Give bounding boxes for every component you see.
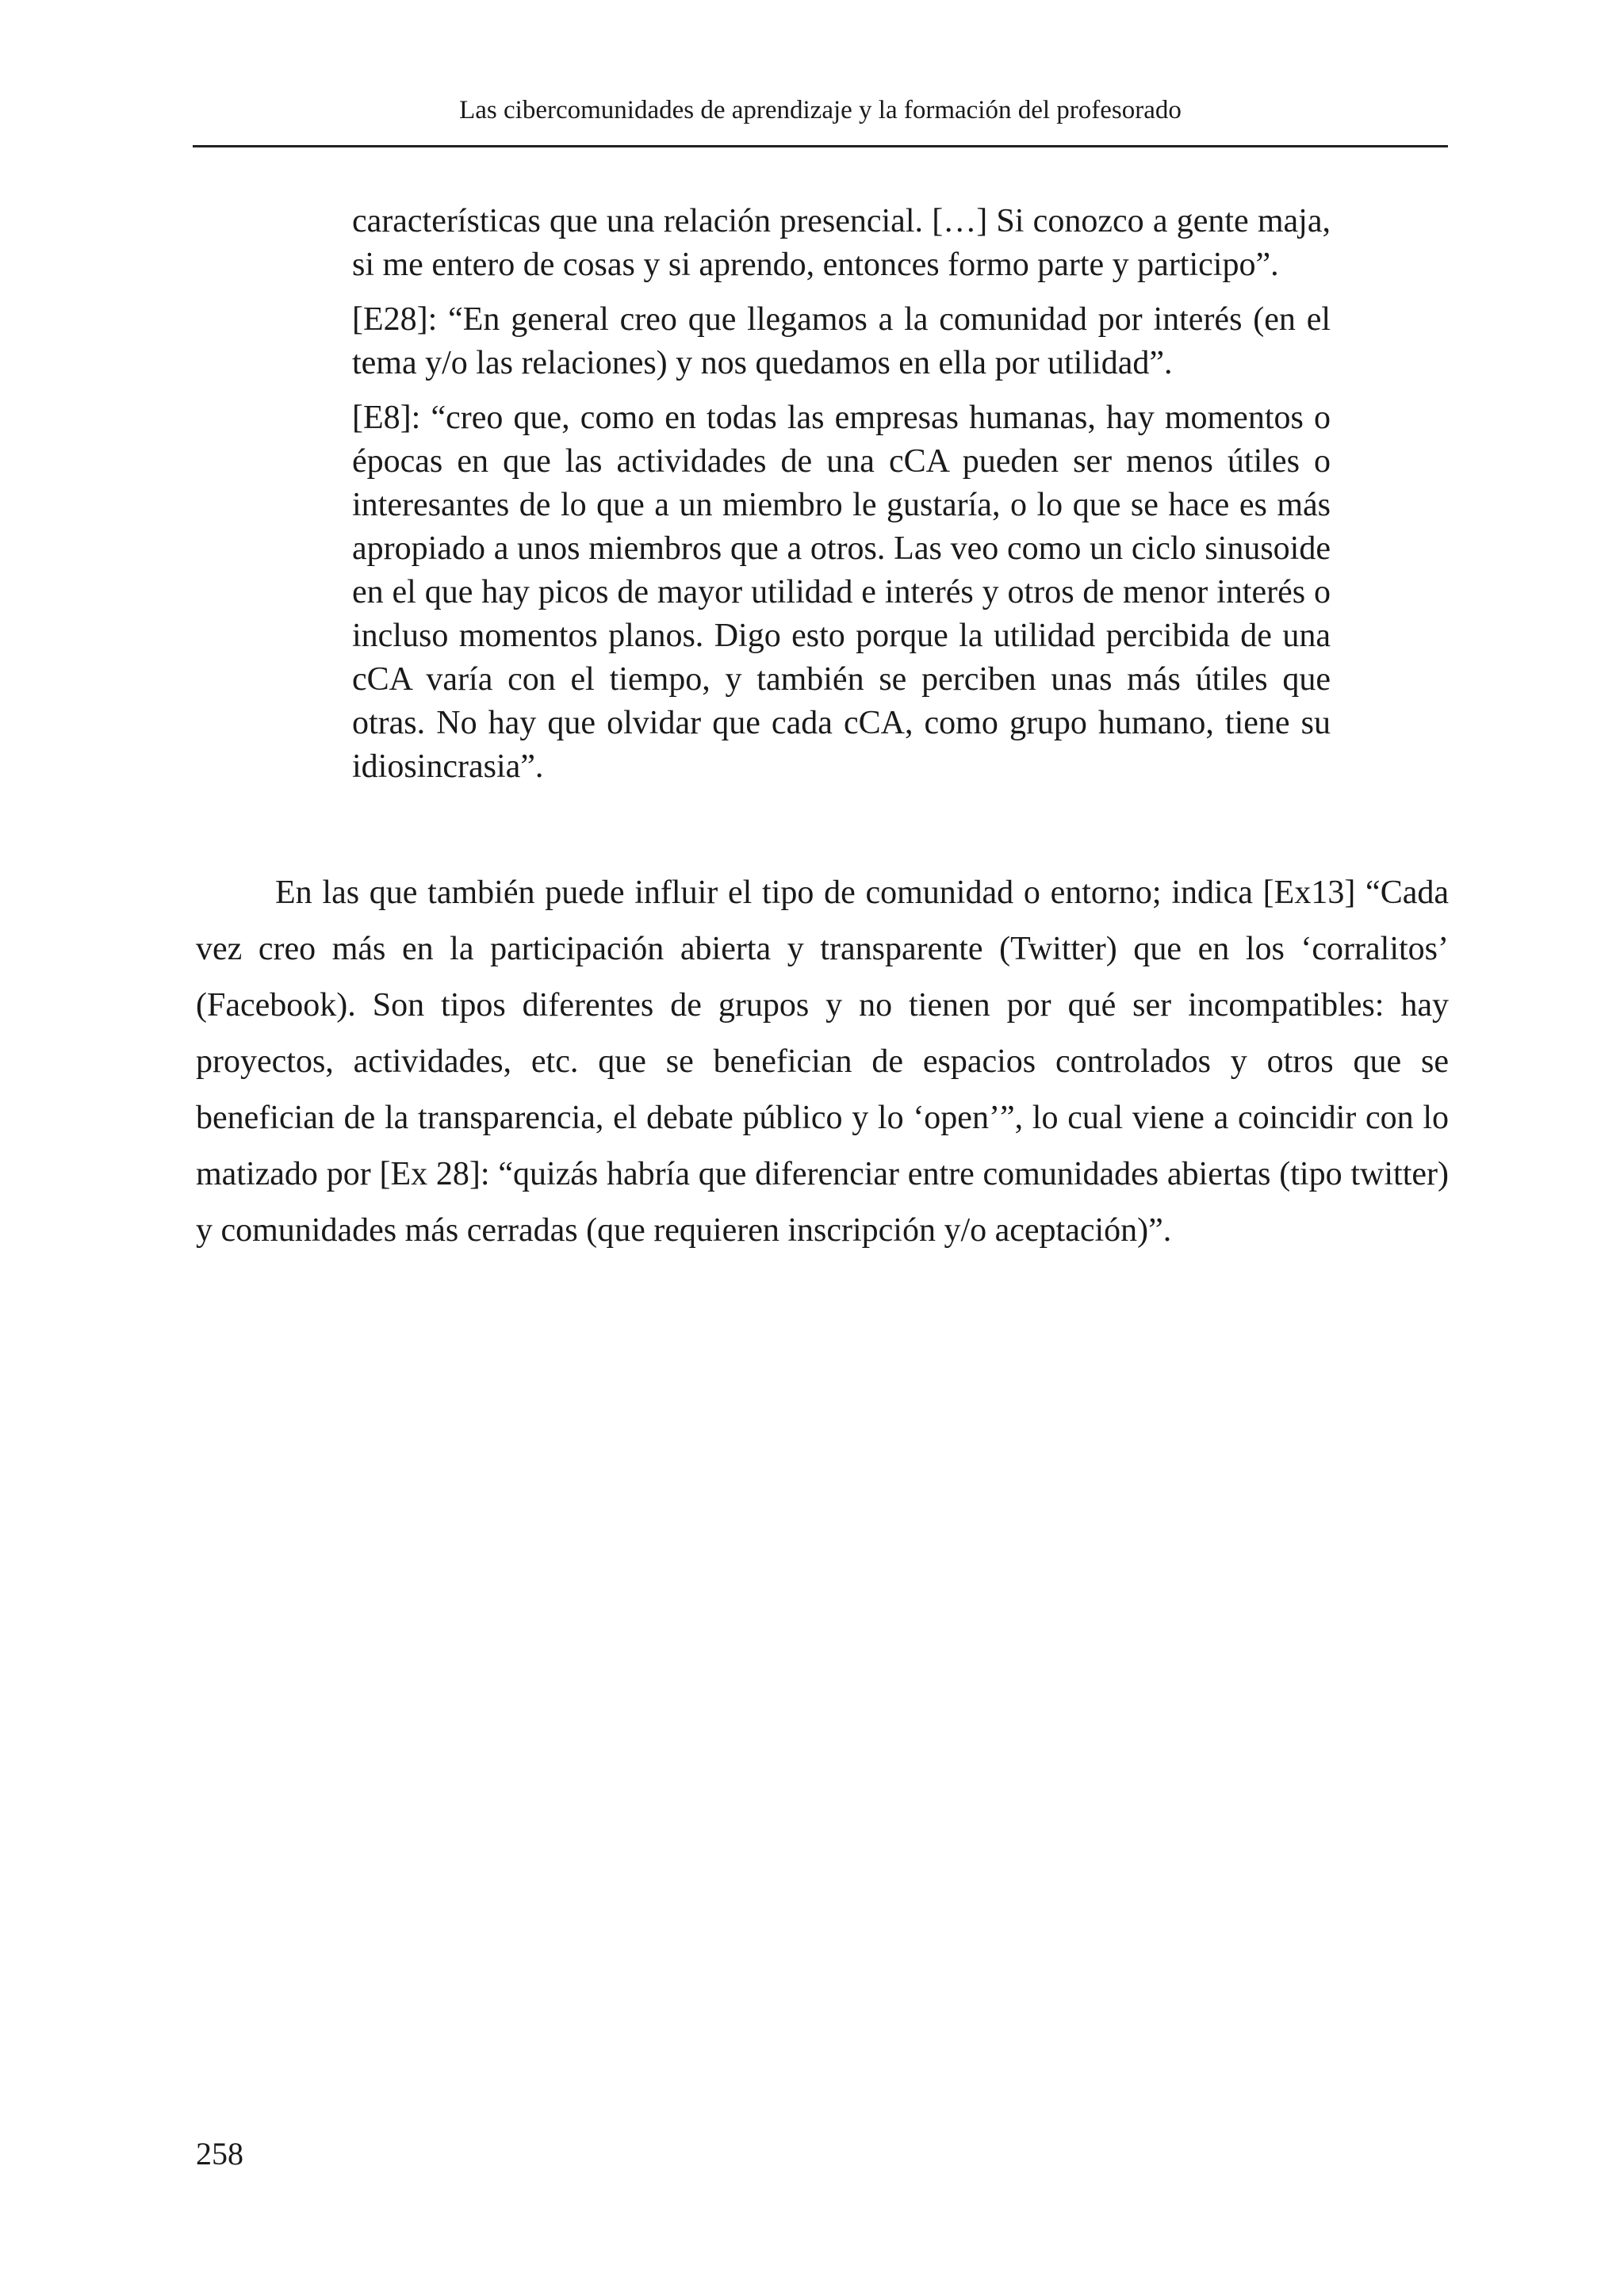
quote-paragraph: [E28]: “En general creo que llegamos a la comunidad por interés (en el tema y/o las relaciones) y nos quedamos en ella por utilidad”.: [352, 301, 1331, 381]
running-header: Las cibercomunidades de aprendizaje y la formación del profesorado: [459, 96, 1182, 124]
quote-paragraph: características que una relación presencial. […] Si conozco a gente maja, si me entero de cosas y si aprendo, entonces formo parte y participo”.: [352, 203, 1331, 283]
block-quotes: [352, 200, 1331, 800]
page-number: 258: [196, 2136, 243, 2172]
body-paragraph: En las que también puede influir el tipo de comunidad o entorno; indica [Ex13] “Cada vez creo más en la participación abierta y transparente (Twitter) que en los ‘corralitos’ (Facebook). Son tipos diferentes de grupos y no tienen por qué ser incompatibles: hay proyectos, actividades, etc. que se benefician de espacios controlados y otros que se benefician de la transparencia, el debate público y lo ‘open’”, lo cual viene a coincidir con lo matizado por [Ex 28]: “quizás habría que diferenciar entre comunidades abiertas (tipo twitter) y comunidades más cerradas (que requieren inscripción y/o aceptación)”.: [196, 874, 1449, 1249]
quote-paragraph: [E8]: “creo que, como en todas las empresas humanas, hay momentos o épocas en que las actividades de una cCA pueden ser menos útiles o interesantes de lo que a un miembro le gustaría, o lo que se hace es más apropiado a unos miembros que a otros. Las veo como un ciclo sinusoide en el que hay picos de mayor utilidad e interés y otros de menor interés o incluso momentos planos. Digo esto porque la utilidad percibida de una cCA varía con el tiempo, y también se perciben unas más útiles que otras. No hay que olvidar que cada cCA, como grupo humano, tiene su idiosincrasia”.: [352, 400, 1331, 785]
header-divider: [193, 145, 1448, 147]
